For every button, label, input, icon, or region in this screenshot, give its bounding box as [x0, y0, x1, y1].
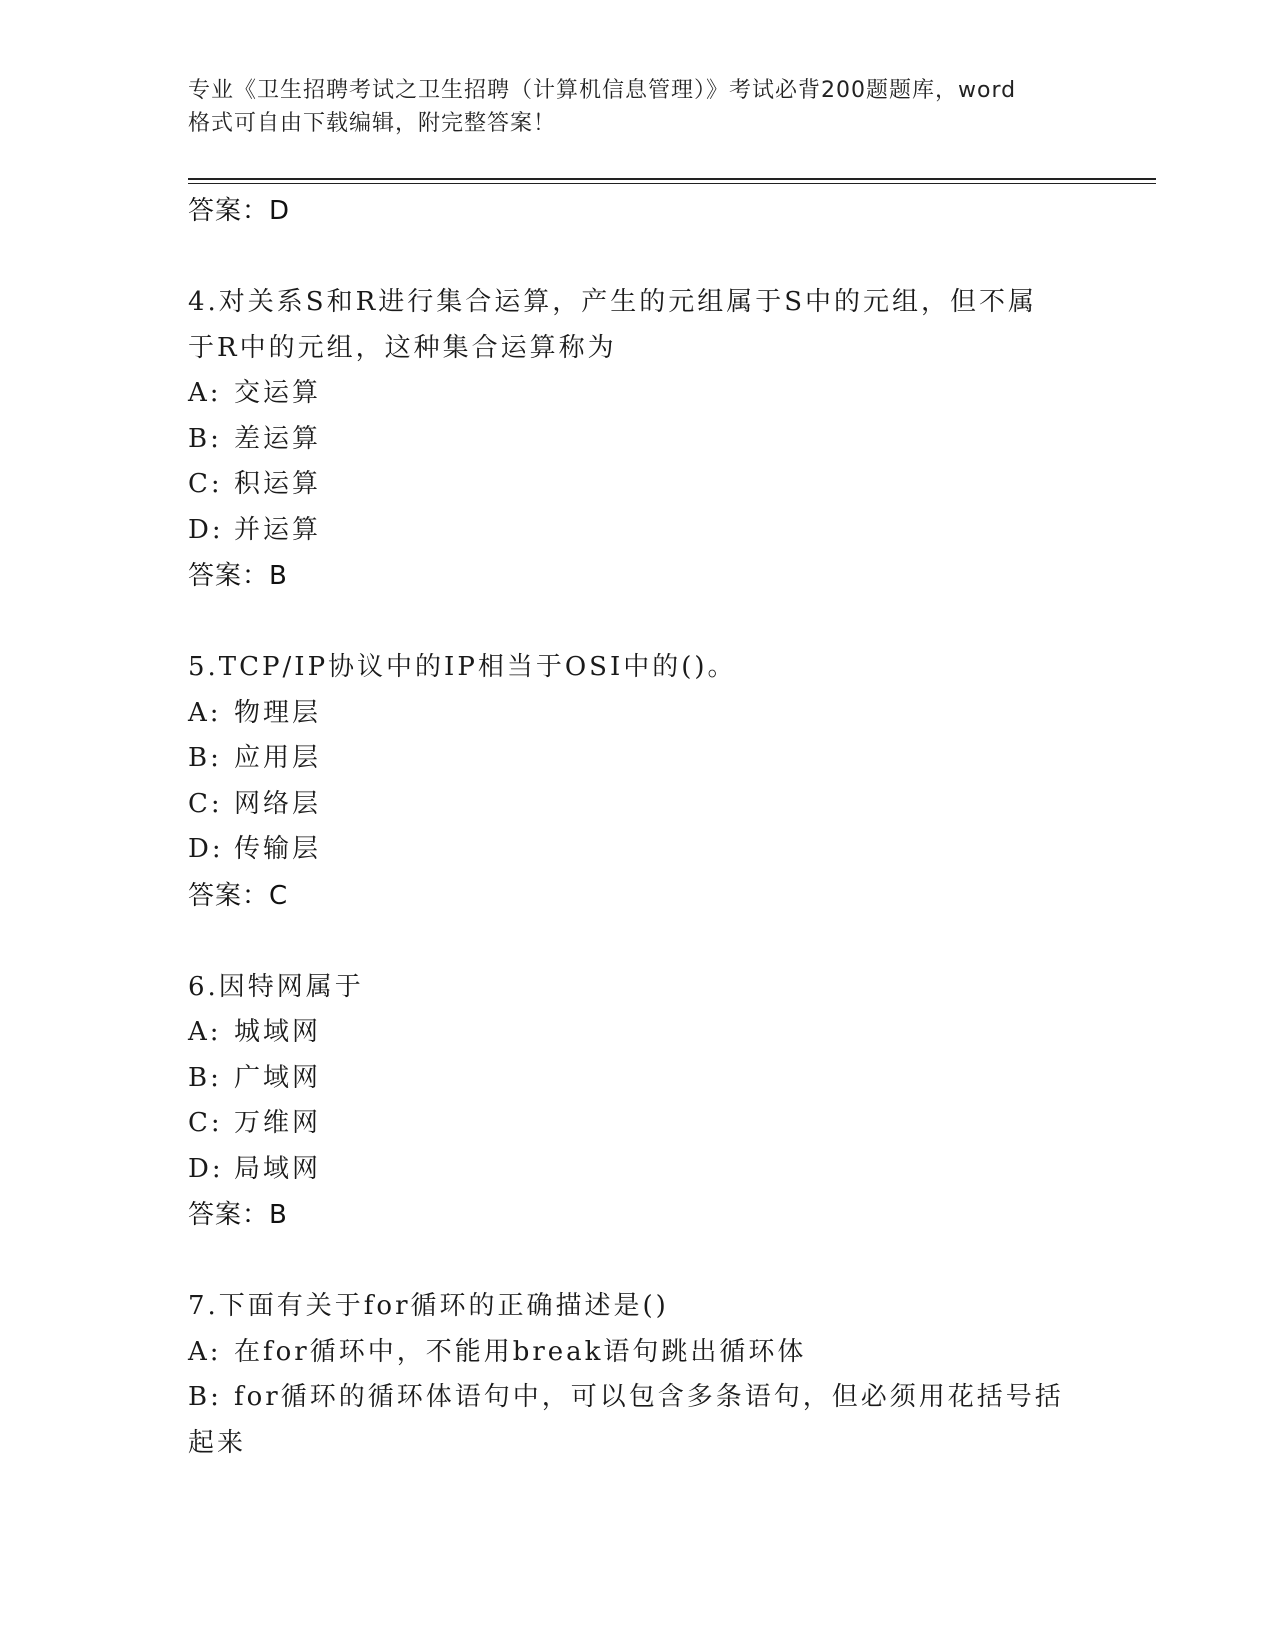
option-b — [188, 417, 1088, 463]
option-d — [188, 827, 1088, 873]
option-letter: B: — [188, 743, 222, 773]
question-stem-line: 4.对关系S和R进行集合运算，产生的元组属于S中的元组，但不属 — [188, 287, 1038, 317]
option-text: 城域网 — [234, 1017, 322, 1047]
option-text: 在for循环中，不能用break语句跳出循环体 — [234, 1336, 807, 1367]
option-d — [188, 1147, 1088, 1193]
header-rule-thick — [188, 178, 1156, 180]
option-text: 并运算 — [234, 514, 322, 545]
option-b — [188, 1375, 1088, 1421]
question-stem-line: 5.TCP/IP协议中的IP相当于OSI中的()。 — [188, 652, 737, 682]
answer-q3: 答案：D — [188, 196, 291, 226]
option-letter: A: — [188, 378, 222, 408]
question-content — [188, 188, 1088, 1466]
question-6 — [188, 965, 1088, 1239]
option-a — [188, 691, 1088, 737]
question-stem-line: 6.因特网属于 — [188, 971, 364, 1002]
header-line-1: 专业《卫生招聘考试之卫生招聘（计算机信息管理）》考试必背200题题库，word — [188, 78, 1017, 103]
option-letter: C: — [188, 1108, 223, 1138]
header-rule-thin — [188, 183, 1156, 184]
option-a — [188, 371, 1088, 417]
option-c — [188, 782, 1088, 828]
option-letter: B: — [188, 423, 222, 454]
option-letter: C: — [188, 469, 223, 499]
header-line-2: 格式可自由下载编辑，附完整答案！ — [188, 111, 557, 136]
option-b — [188, 1056, 1088, 1102]
option-d — [188, 508, 1088, 554]
option-text: 差运算 — [234, 423, 322, 454]
document-header — [188, 74, 1108, 140]
option-text: 万维网 — [234, 1108, 322, 1138]
option-letter: A: — [188, 697, 222, 728]
question-5 — [188, 645, 1088, 919]
question-7 — [188, 1284, 1088, 1466]
question-4 — [188, 280, 1088, 599]
question-gap — [188, 1238, 1088, 1284]
option-text: 交运算 — [234, 378, 322, 408]
option-text: 网络层 — [234, 788, 322, 819]
question-stem-line: 7.下面有关于for循环的正确描述是() — [188, 1291, 669, 1321]
question-gap — [188, 919, 1088, 965]
answer-q5: 答案：C — [188, 880, 289, 911]
option-text: 广域网 — [234, 1062, 322, 1093]
option-letter: C: — [188, 788, 223, 819]
question-gap — [188, 599, 1088, 645]
option-a — [188, 1330, 1088, 1376]
option-letter: D: — [188, 834, 224, 864]
option-b-continuation: 起来 — [188, 1427, 247, 1458]
option-text: 应用层 — [234, 743, 322, 773]
question-stem-line: 于R中的元组，这种集合运算称为 — [188, 332, 617, 363]
option-text: 积运算 — [234, 469, 322, 499]
option-letter: D: — [188, 514, 224, 545]
option-letter: D: — [188, 1153, 224, 1184]
option-c — [188, 1101, 1088, 1147]
option-text: 局域网 — [234, 1153, 322, 1184]
option-c — [188, 462, 1088, 508]
answer-q6: 答案：B — [188, 1200, 288, 1230]
answer-q4: 答案：B — [188, 561, 288, 591]
question-gap — [188, 234, 1088, 280]
option-letter: A: — [188, 1017, 222, 1047]
option-letter: B: — [188, 1382, 222, 1412]
option-text: for循环的循环体语句中，可以包含多条语句，但必须用花括号括 — [234, 1382, 1064, 1412]
option-text: 物理层 — [234, 697, 322, 728]
option-letter: A: — [188, 1336, 222, 1367]
option-b — [188, 736, 1088, 782]
option-letter: B: — [188, 1062, 222, 1093]
option-a — [188, 1010, 1088, 1056]
option-text: 传输层 — [234, 834, 322, 864]
